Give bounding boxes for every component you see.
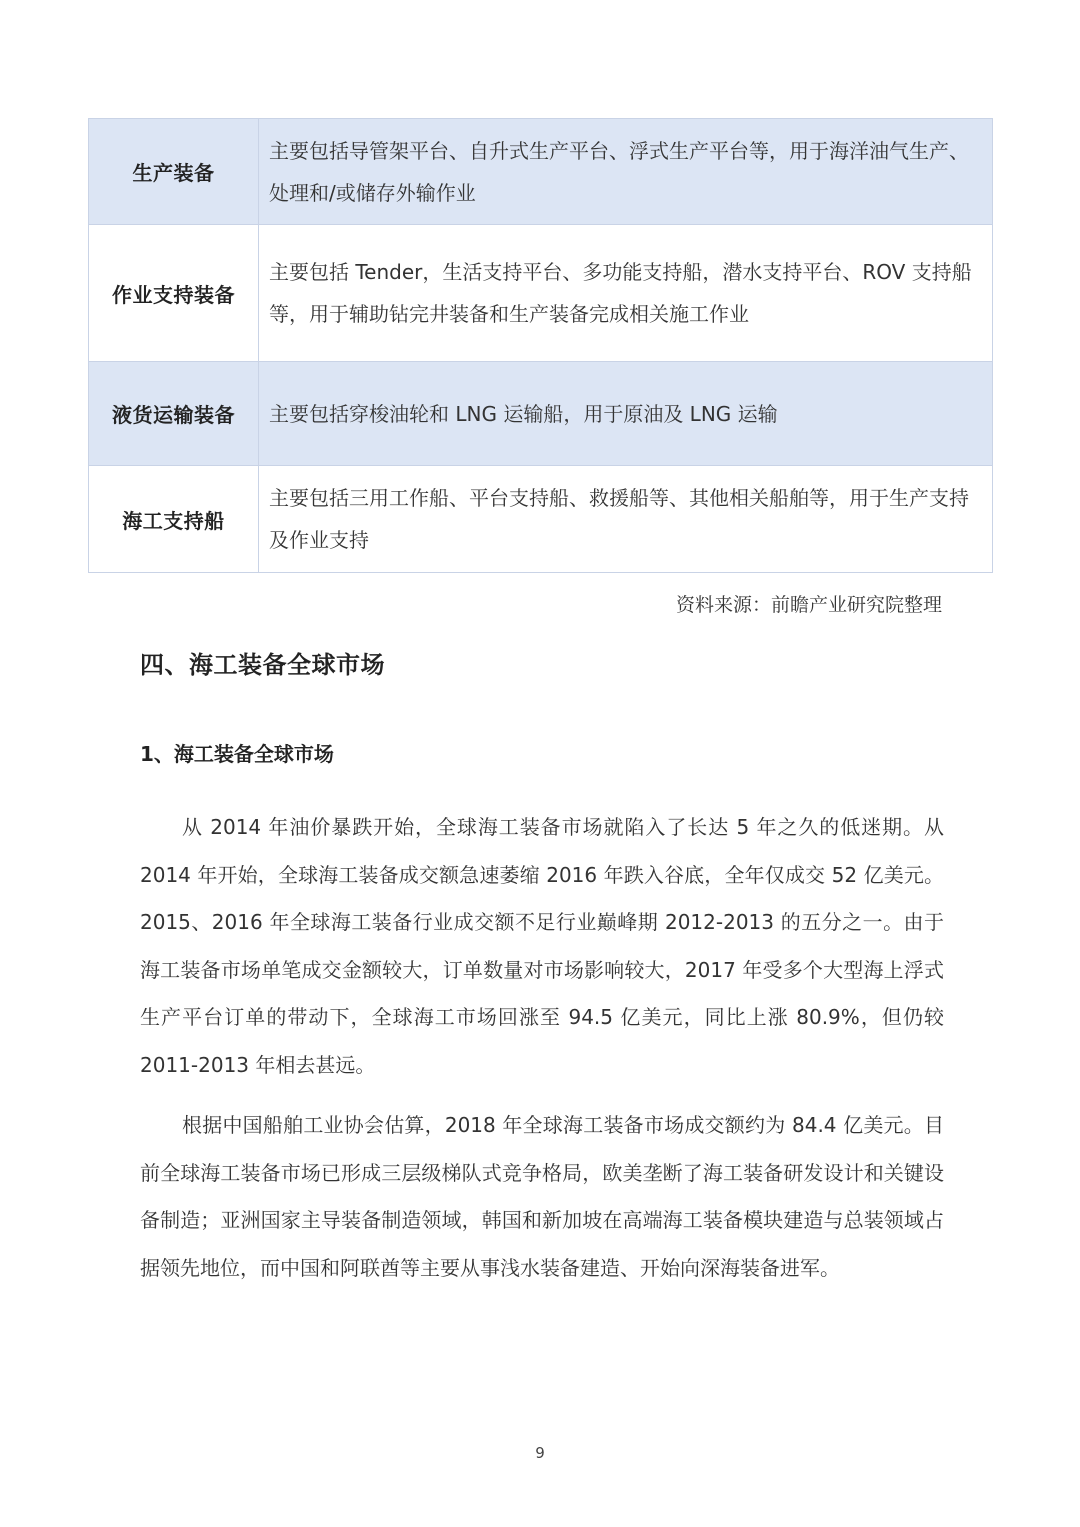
page-number: 9 <box>535 1444 545 1462</box>
table-row <box>89 225 993 362</box>
table-row <box>89 362 993 466</box>
description-cell: 主要包括 Tender，生活支持平台、多功能支持船，潜水支持平台、ROV 支持船等，用于辅助钻完井装备和生产装备完成相关施工作业 <box>259 225 993 362</box>
category-cell: 液货运输装备 <box>89 362 259 466</box>
subsection-heading: 1、海工装备全球市场 <box>140 742 334 766</box>
description-cell: 主要包括穿梭油轮和 LNG 运输船，用于原油及 LNG 运输 <box>259 362 993 466</box>
category-cell: 作业支持装备 <box>89 225 259 362</box>
section-heading: 四、海工装备全球市场 <box>140 651 385 679</box>
body-paragraph: 从 2014 年油价暴跌开始，全球海工装备市场就陷入了长达 5 年之久的低迷期。从 2014 年开始，全球海工装备成交额急速萎缩 2016 年跌入谷底，全年仅成交 52 亿美元。2015、2016 年全球海工装备行业成交额不足行业巅峰期 2012-2013 的五分之一。由于海工装备市场单笔成交金额较大，订单数量对市场影响较大，2017 年受多个大型海上浮式生产平台订单的带动下，全球海工市场回涨至 94.5 亿美元，同比上涨 80.9%，但仍较 2011-2013 年相去甚远。 <box>140 815 944 1077</box>
table-row <box>89 119 993 225</box>
body-paragraph: 根据中国船舶工业协会估算，2018 年全球海工装备市场成交额约为 84.4 亿美元。目前全球海工装备市场已形成三层级梯队式竞争格局，欧美垄断了海工装备研发设计和关键设备制造；亚洲国家主导装备制造领域，韩国和新加坡在高端海工装备模块建造与总装领域占据领先地位，而中国和阿联酋等主要从事浅水装备建造、开始向深海装备进军。 <box>140 1113 944 1280</box>
category-cell: 生产装备 <box>89 119 259 225</box>
table-row <box>89 466 993 573</box>
category-cell: 海工支持船 <box>89 466 259 573</box>
equipment-table <box>88 118 993 573</box>
table-source-note: 资料来源：前瞻产业研究院整理 <box>675 594 942 616</box>
description-cell: 主要包括导管架平台、自升式生产平台、浮式生产平台等，用于海洋油气生产、处理和/或储存外输作业 <box>259 119 993 225</box>
description-cell: 主要包括三用工作船、平台支持船、救援船等、其他相关船舶等，用于生产支持及作业支持 <box>259 466 993 573</box>
